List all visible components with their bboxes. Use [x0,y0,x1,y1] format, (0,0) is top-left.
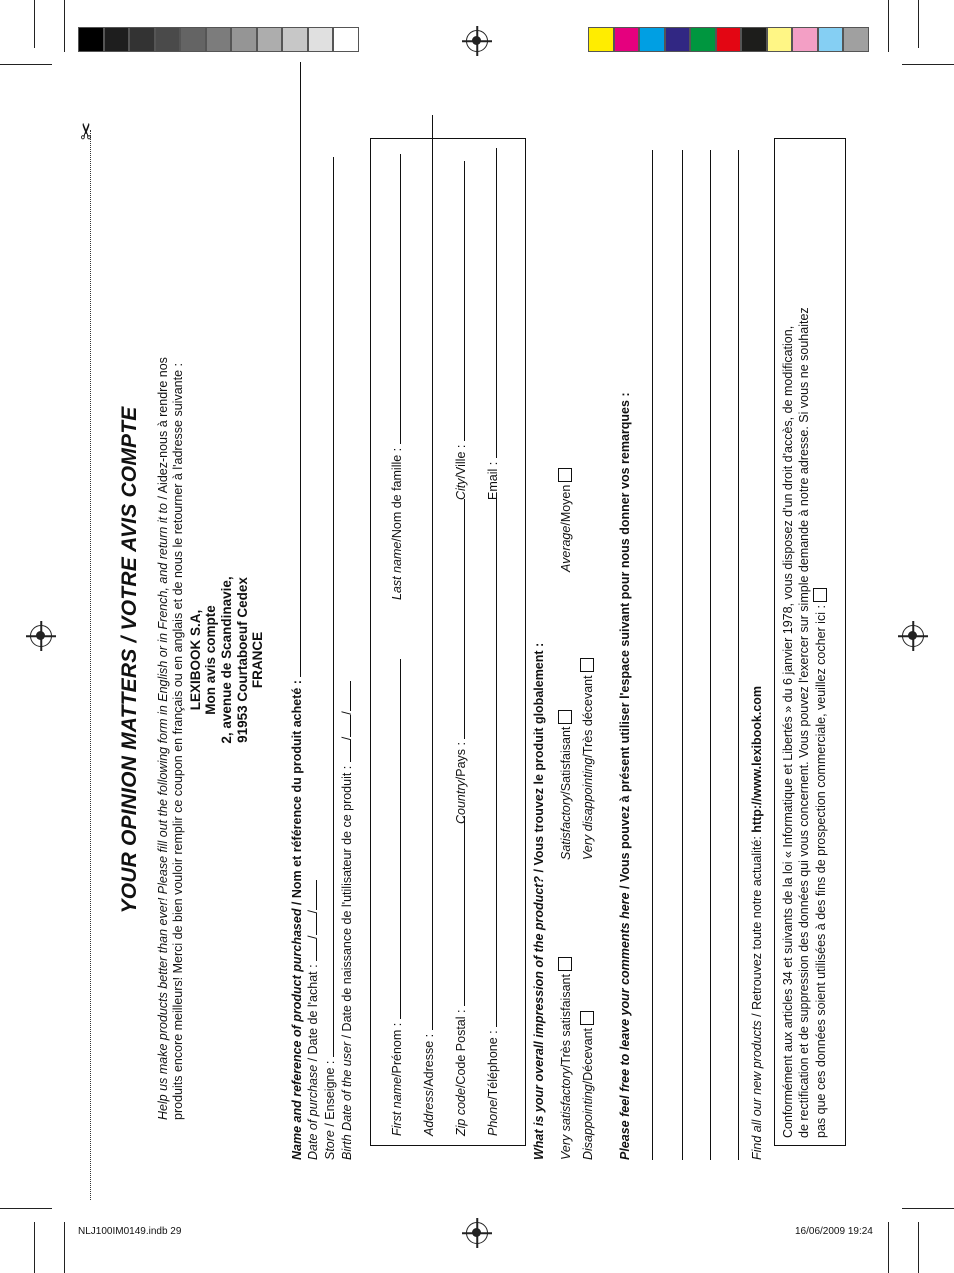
crop-mark [34,1222,35,1273]
crop-mark [888,0,889,52]
country-row: Country/Pays : [452,499,468,824]
crop-mark [902,1208,954,1209]
store-field[interactable] [321,157,334,1057]
color-swatch [155,27,181,52]
color-swatch [180,27,206,52]
birth-date-row: Birth Date of the user / Date de naissance de l'utilisateur de ce produit : // [338,681,354,1160]
crop-mark [64,1222,65,1273]
option-very-satisfactory[interactable]: Very satisfactory/Très satisfaisant [558,957,573,1160]
impression-question: What is your overall impression of the product? / Vous trouvez le produit globalement : [532,642,546,1160]
last-name-row: Last name/Nom de famille : [388,154,404,600]
color-swatch [614,27,640,52]
feedback-form [100,130,860,1160]
color-swatch [78,27,104,52]
color-swatch [767,27,793,52]
registration-mark-icon [902,625,924,647]
color-swatch [639,27,665,52]
product-name-row: Name and reference of product purchased / Nom et référence du produit acheté : [288,62,304,1160]
comment-line[interactable] [652,150,653,1160]
comment-line[interactable] [710,150,711,1160]
form-title: YOUR OPINION MATTERS / VOTRE AVIS COMPTE [118,406,141,914]
store-row: Store / Enseigne : [321,157,337,1160]
birth-month-field[interactable] [338,715,351,737]
birth-year-field[interactable] [338,681,351,711]
first-name-row: First name/Prénom : [388,659,404,1136]
crop-mark [0,1208,52,1209]
website-link[interactable]: http://www.lexibook.com [750,685,764,833]
crop-mark [888,1222,889,1273]
legal-text-line: Conformément aux articles 34 et suivants de la loi « Informatique et Libertés » du 6 janvier 1978, vous disposez d'un droit d'accès, de modification, [781,325,795,1138]
option-disappointing[interactable]: Disappointing/Décevant [580,1011,595,1160]
address-field[interactable] [420,115,433,1030]
birth-day-field[interactable] [338,740,351,762]
address-line: 91953 Courtaboeuf Cedex [235,577,250,743]
zip-field[interactable] [452,816,465,1006]
slug-date: 16/06/2009 19:24 [795,1226,873,1237]
crop-mark [902,64,954,65]
phone-field[interactable] [484,497,497,1027]
intro-text: Help us make products better than ever! Please fill out the following form in English or in French, and return it to / Aidez-nous à rendre nos [156,357,170,1120]
process-color-bar [588,27,869,52]
very-satisfactory-checkbox[interactable] [558,957,572,971]
cut-line [90,130,91,1200]
grayscale-color-bar [78,27,359,52]
slug-filename: NLJ100IM0149.indb 29 [78,1226,182,1237]
color-swatch [690,27,716,52]
last-name-field[interactable] [388,154,401,444]
purchase-year-field[interactable] [304,880,317,910]
email-row: Email : [484,148,500,500]
legal-text-line: de rectification et de suppression des données qui vous concernent. Vous pouvez l'exercer sur simple demande à notre adresse. Si vous ne souhaitez [797,307,811,1138]
address-row: Address/Adresse : [420,115,436,1136]
color-swatch [257,27,283,52]
satisfactory-checkbox[interactable] [558,710,572,724]
country-field[interactable] [452,499,465,739]
address-line: 2, avenue de Scandinavie, [219,576,234,744]
legal-text-line: pas que ces données soient utilisées à des fins de prospection commerciale, veuillez cocher ici : [813,588,828,1138]
color-swatch [308,27,334,52]
crop-mark [918,0,919,48]
scissors-icon: ✂ [74,121,100,141]
comment-line[interactable] [738,150,739,1160]
very-disappointing-checkbox[interactable] [580,658,594,672]
crop-mark [918,1222,919,1273]
intro-text-2: produits encore meilleurs! Merci de bien vouloir remplir ce coupon en français ou en anglais et de nous le retourner à l'adresse suivante : [171,363,185,1120]
option-satisfactory[interactable]: Satisfactory/Satisfaisant [558,710,573,860]
comments-prompt: Please feel free to leave your comments here / Vous pouvez à présent utiliser l'espace suivant pour nous donner vos remarques : [618,392,632,1160]
purchase-date-row: Date of purchase / Date de l'achat : // [304,880,320,1160]
color-swatch [741,27,767,52]
comment-line[interactable] [682,150,683,1160]
color-swatch [588,27,614,52]
crop-mark [34,0,35,48]
color-swatch [665,27,691,52]
registration-mark-icon [466,30,488,52]
city-field[interactable] [452,161,465,441]
address-line: LEXIBOOK S.A, [188,609,203,711]
crop-mark [64,0,65,52]
purchase-month-field[interactable] [304,913,317,935]
registration-mark-icon [30,625,52,647]
address-line: FRANCE [250,631,265,689]
first-name-field[interactable] [388,659,401,1019]
color-swatch [104,27,130,52]
find-products-row: Find all our new products / Retrouvez toute notre actualité: http://www.lexibook.com [750,685,764,1160]
color-swatch [206,27,232,52]
color-swatch [818,27,844,52]
mail-address [188,160,268,1160]
product-name-field[interactable] [288,62,301,677]
email-field[interactable] [484,148,497,458]
purchase-day-field[interactable] [304,939,317,961]
color-swatch [843,27,869,52]
color-swatch [129,27,155,52]
disappointing-checkbox[interactable] [580,1011,594,1025]
color-swatch [282,27,308,52]
average-checkbox[interactable] [558,468,572,482]
zip-row: Zip code/Code Postal : [452,816,468,1136]
phone-row: Phone/Téléphone : [484,497,500,1136]
city-row: City/Ville : [452,161,468,500]
color-swatch [333,27,359,52]
color-swatch [792,27,818,52]
address-line: Mon avis compte [203,605,218,715]
color-swatch [231,27,257,52]
color-swatch [716,27,742,52]
registration-mark-icon [466,1222,488,1244]
crop-mark [0,64,52,65]
option-very-disappointing[interactable]: Very disappointing/Très décevant [580,658,595,860]
option-average[interactable]: Average/Moyen [558,468,573,572]
opt-out-checkbox[interactable] [813,588,827,602]
